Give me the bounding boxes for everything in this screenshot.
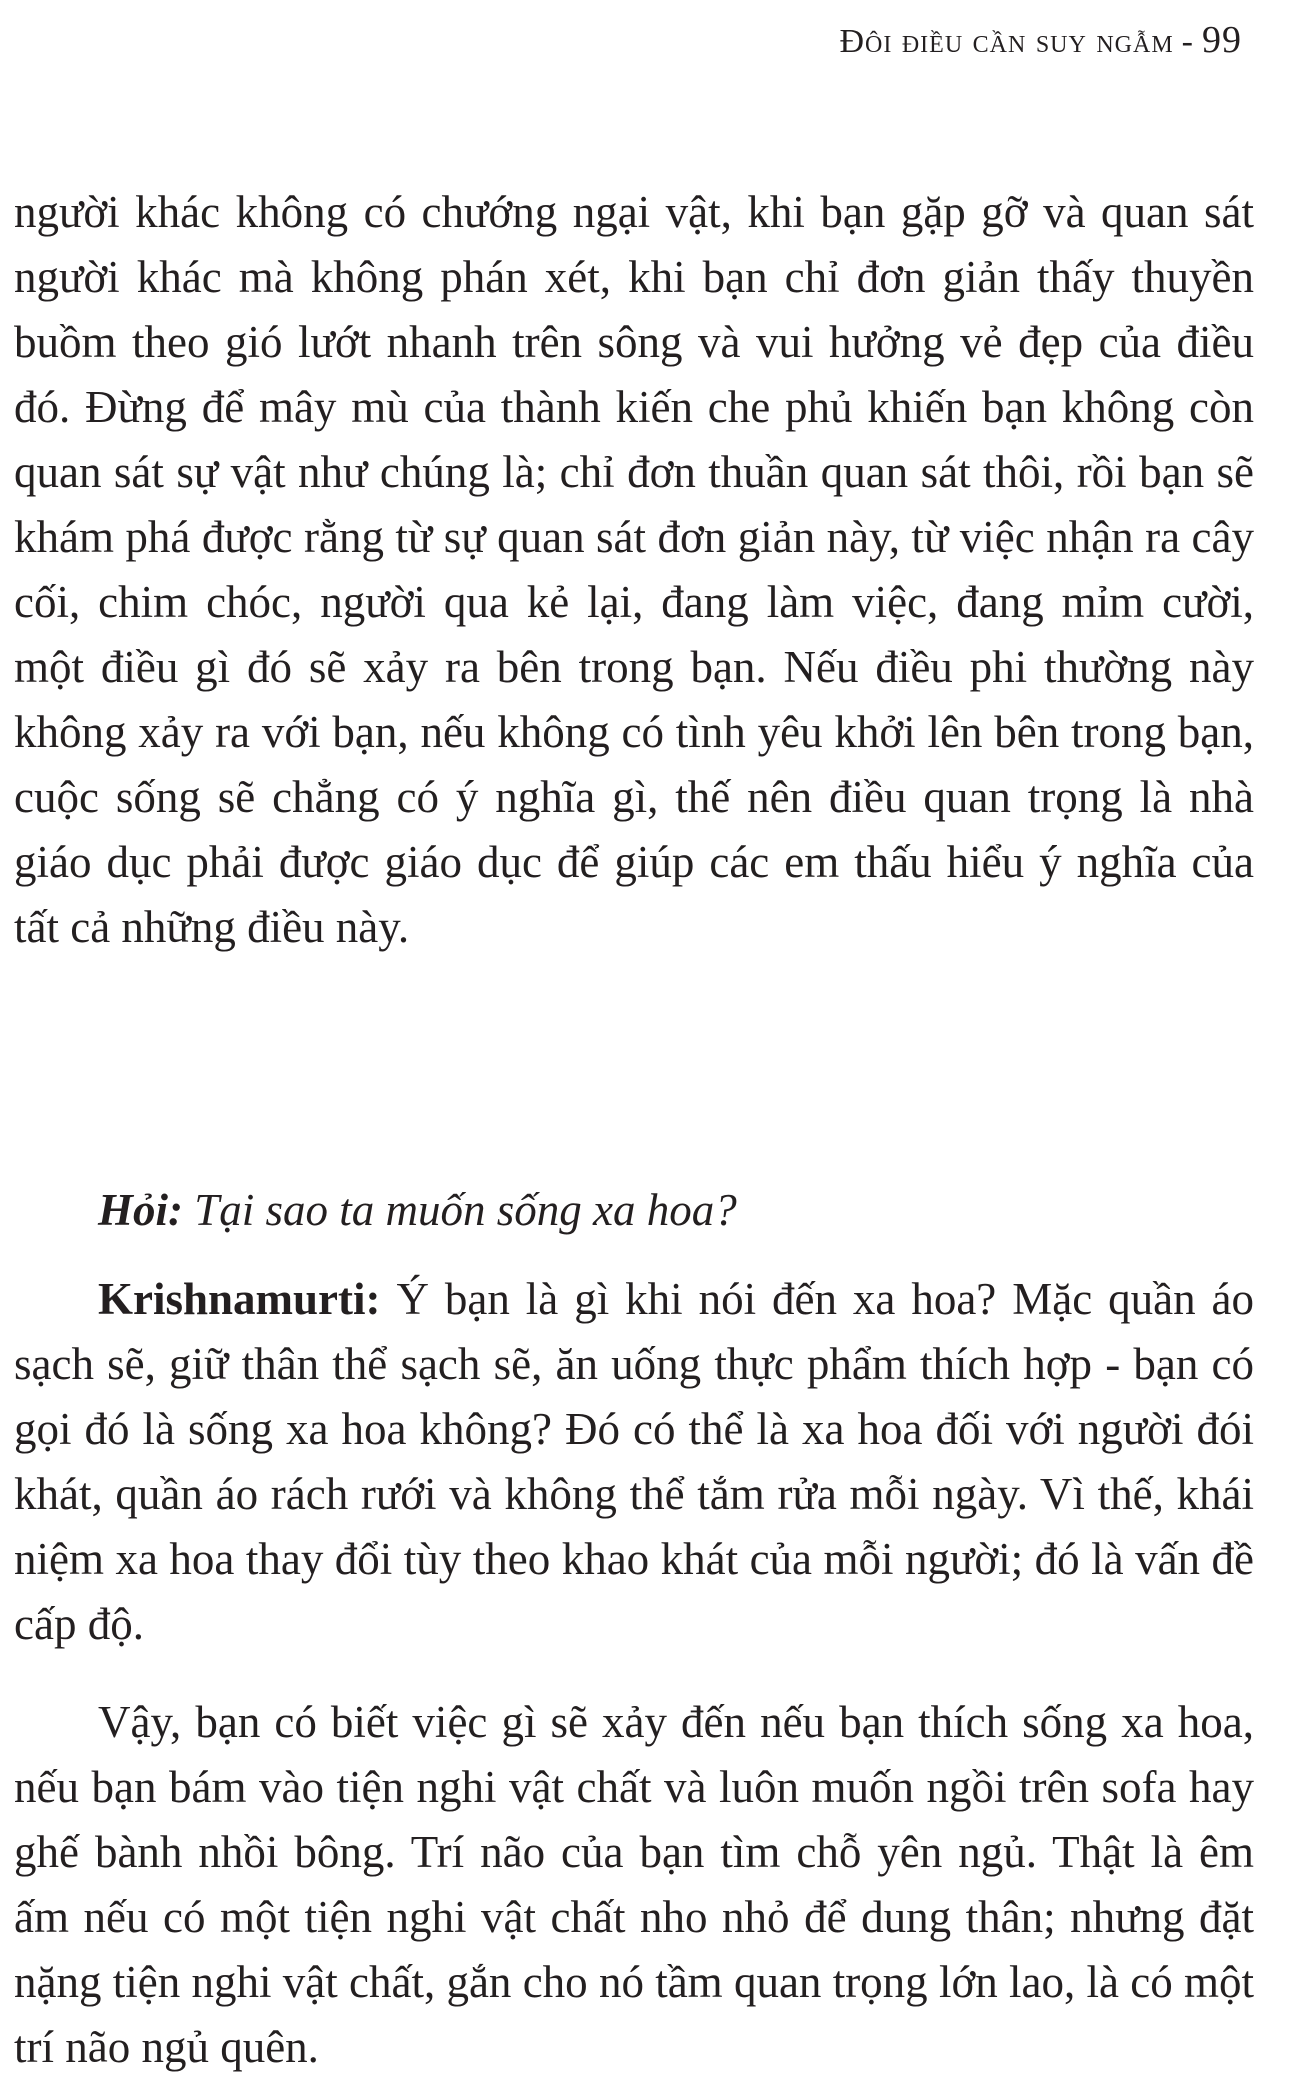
question-paragraph: [14, 1178, 1254, 1243]
question-text: Tại sao ta muốn sống xa hoa?: [194, 1185, 737, 1235]
chapter-title: Đôi điều cần suy ngẫm: [839, 23, 1174, 60]
closing-paragraph: Vậy, bạn có biết việc gì sẽ xảy đến nếu bạn thích sống xa hoa, nếu bạn bám vào tiện nghi vật chất và luôn muốn ngồi trên sofa hay ghế bành nhồi bông. Trí não của bạn tìm chỗ yên ngủ. Thật là êm ấm nếu có một tiện nghi vật chất nho nhỏ để dung thân; nhưng đặt nặng tiện nghi vật chất, gắn cho nó tầm quan trọng lớn lao, là có một trí não ngủ quên.: [14, 1697, 1254, 2072]
page-number: 99: [1202, 19, 1242, 61]
header-separator: -: [1181, 23, 1194, 60]
running-header: [839, 18, 1242, 62]
question-label: Hỏi:: [98, 1185, 183, 1235]
paragraph-continued: người khác không có chướng ngại vật, khi bạn gặp gỡ và quan sát người khác mà không phán xét, khi bạn chỉ đơn giản thấy thuyền buồm theo gió lướt nhanh trên sông và vui hưởng vẻ đẹp của điều đó. Đừng để mây mù của thành kiến che phủ khiến bạn không còn quan sát sự vật như chúng là; chỉ đơn thuần quan sát thôi, rồi bạn sẽ khám phá được rằng từ sự quan sát đơn giản này, từ việc nhận ra cây cối, chim chóc, người qua kẻ lại, đang làm việc, đang mỉm cười, một điều gì đó sẽ xảy ra bên trong bạn. Nếu điều phi thường này không xảy ra với bạn, nếu không có tình yêu khởi lên bên trong bạn, cuộc sống sẽ chẳng có ý nghĩa gì, thế nên điều quan trọng là nhà giáo dục phải được giáo dục để giúp các em thấu hiểu ý nghĩa của tất cả những điều này.: [14, 187, 1254, 952]
answer-text: Ý bạn là gì khi nói đến xa hoa? Mặc quần áo sạch sẽ, giữ thân thể sạch sẽ, ăn uống thực phẩm thích hợp - bạn có gọi đó là sống xa hoa không? Đó có thể là xa hoa đối với người đói khát, quần áo rách rưới và không thể tắm rửa mỗi ngày. Vì thế, khái niệm xa hoa thay đổi tùy theo khao khát của mỗi người; đó là vấn đề cấp độ.: [14, 1274, 1254, 1649]
answer-label: Krishnamurti:: [98, 1274, 381, 1324]
answer-paragraph: [14, 1267, 1254, 1657]
